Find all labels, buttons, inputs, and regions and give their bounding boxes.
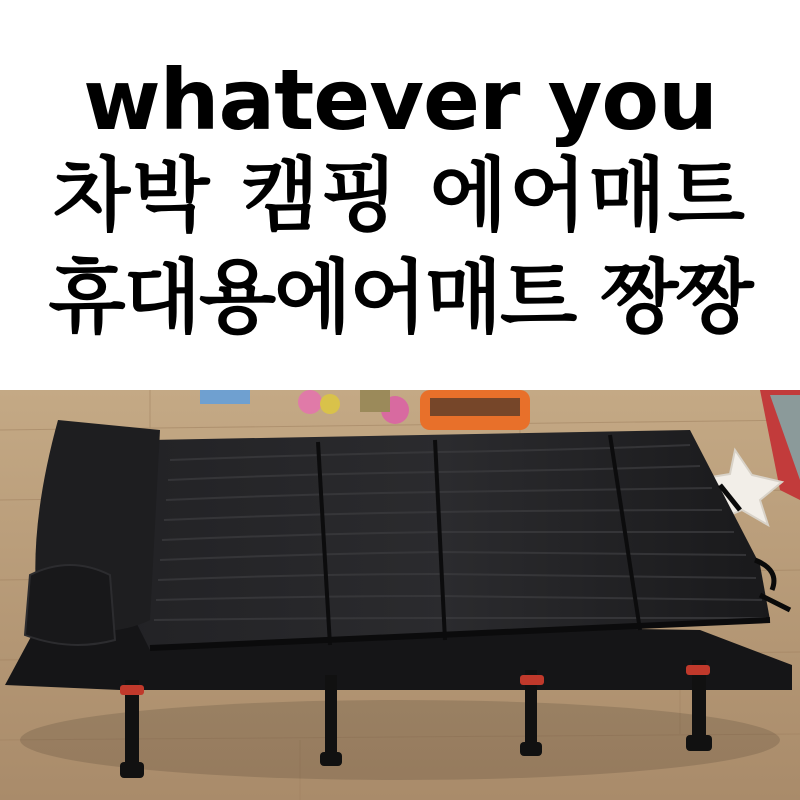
product-photo	[0, 390, 800, 800]
pillow-roll	[25, 565, 115, 645]
toy-car	[420, 390, 530, 430]
title-line-english: whatever you	[83, 51, 717, 149]
blue-box	[200, 390, 250, 404]
product-title-block	[0, 0, 800, 390]
title-line-product: 차박 캠핑 에어매트	[53, 149, 747, 242]
title-line-portable: 휴대용에어매트 짱짱	[48, 251, 752, 344]
